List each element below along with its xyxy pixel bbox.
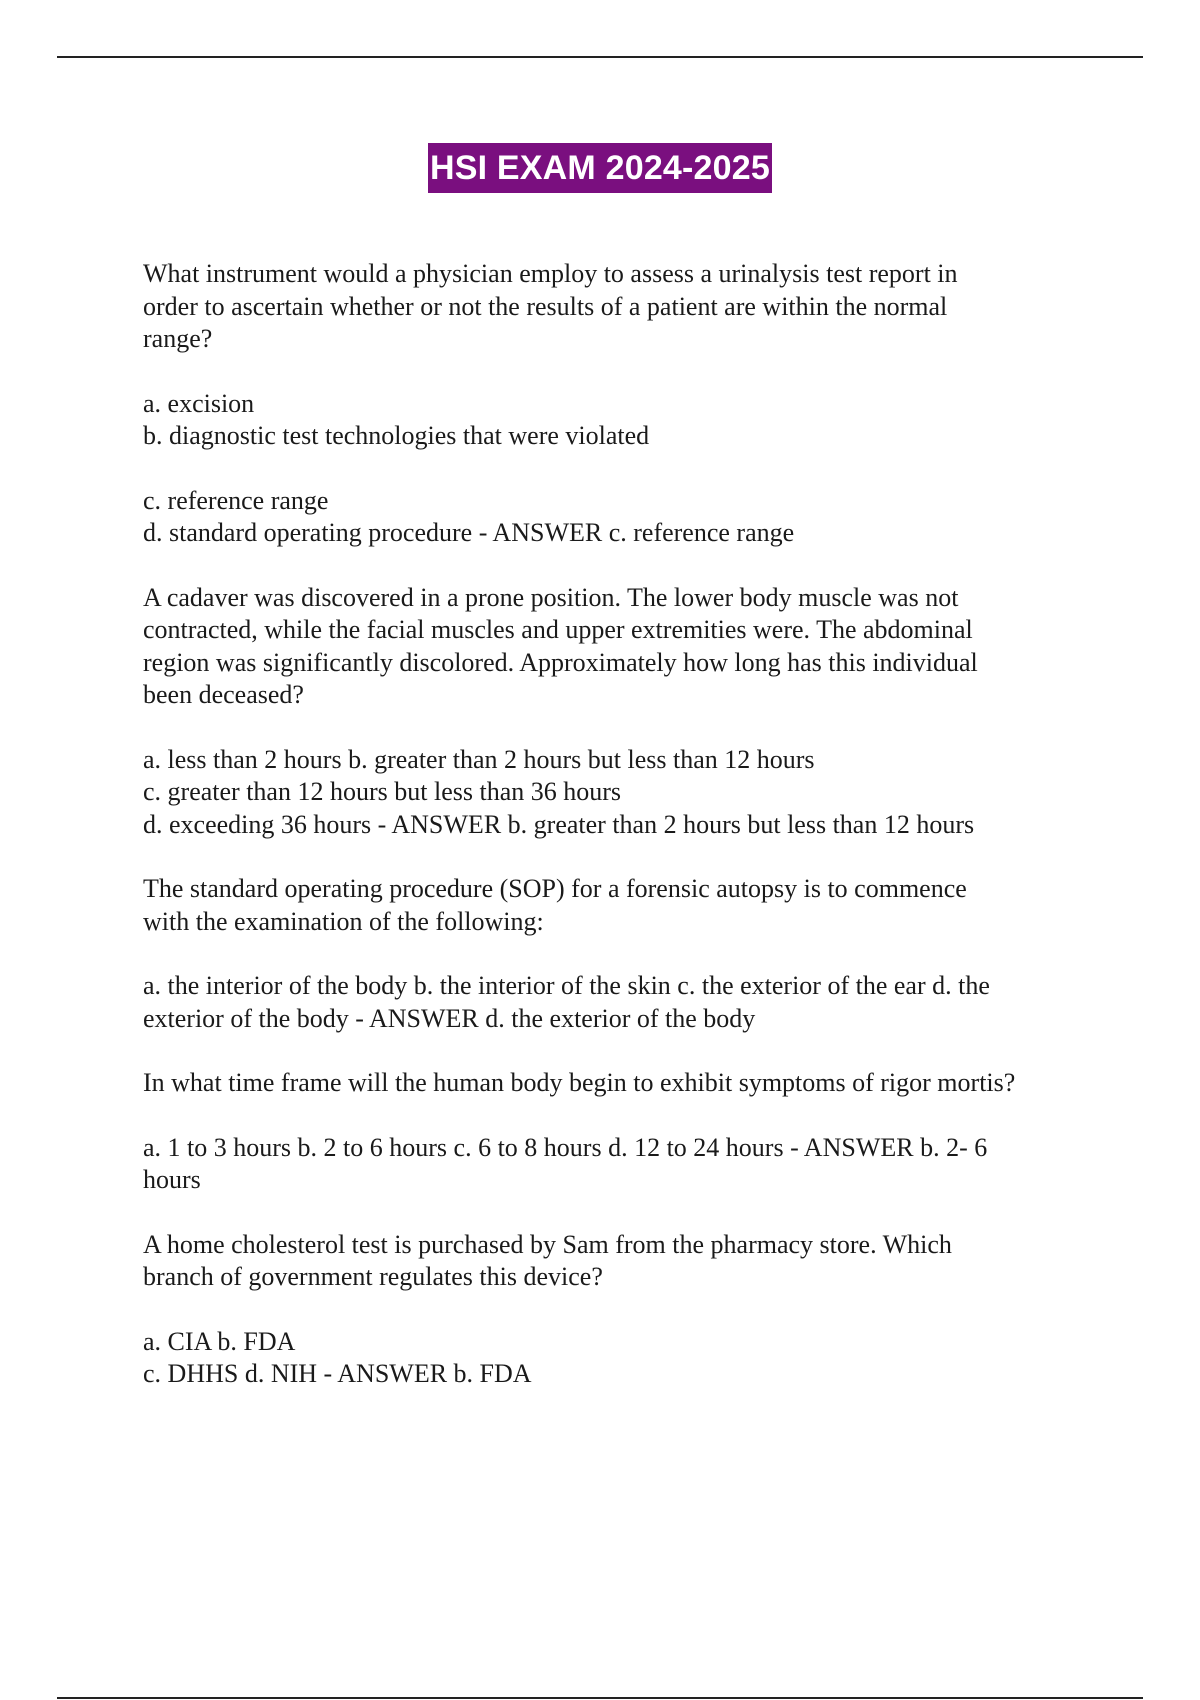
option-line: a. the interior of the body b. the interior of the skin c. the exterior of the ear d. the <box>143 971 990 1000</box>
paragraph <box>143 1229 1103 1294</box>
option-line: a. excision <box>143 388 255 418</box>
question-block-4 <box>143 1067 1103 1100</box>
question-block-2 <box>143 582 1103 712</box>
option-line: c. greater than 12 hours but less than 36 hours <box>143 777 622 806</box>
options-block-1b <box>143 485 1103 550</box>
paragraph <box>143 873 1103 938</box>
paragraph <box>143 1067 1103 1100</box>
option-line: b. diagnostic test technologies that were violated <box>143 421 650 450</box>
options-block-3 <box>143 970 1103 1035</box>
answer-line: d. standard operating procedure - ANSWER c. reference range <box>143 518 795 547</box>
answer-line: exterior of the body - ANSWER d. the exterior of the body <box>143 1003 756 1033</box>
page-title: HSI EXAM 2024-2025 <box>428 143 772 193</box>
options-block-4 <box>143 1132 1103 1197</box>
bottom-rule <box>57 1697 1143 1699</box>
text-line: order to ascertain whether or not the results of a patient are within the normal <box>143 291 948 321</box>
options-block-1a <box>143 388 1103 453</box>
option-line: a. less than 2 hours b. greater than 2 hours but less than 12 hours <box>143 744 815 774</box>
document-body <box>143 258 1103 1423</box>
text-line: contracted, while the facial muscles and upper extremities were. The abdominal <box>143 615 973 644</box>
options-block-5 <box>143 1326 1103 1391</box>
question-block-5 <box>143 1229 1103 1294</box>
option-line: a. CIA b. FDA <box>143 1326 296 1356</box>
text-line: What instrument would a physician employ to assess a urinalysis test report in <box>143 259 958 288</box>
paragraph <box>143 485 1103 550</box>
text-line: been deceased? <box>143 680 304 709</box>
text-line: range? <box>143 324 213 353</box>
title-container <box>0 143 1200 193</box>
paragraph <box>143 1326 1103 1391</box>
text-line: A cadaver was discovered in a prone position. The lower body muscle was not <box>143 582 959 612</box>
text-line: region was significantly discolored. Approximately how long has this individual <box>143 647 978 677</box>
options-block-2 <box>143 744 1103 842</box>
paragraph <box>143 744 1103 842</box>
answer-line: d. exceeding 36 hours - ANSWER b. greater than 2 hours but less than 12 hours <box>143 809 975 839</box>
answer-line: hours <box>143 1165 201 1194</box>
text-line: branch of government regulates this device? <box>143 1262 603 1291</box>
option-line: a. 1 to 3 hours b. 2 to 6 hours c. 6 to 8 hours d. 12 to 24 hours - ANSWER b. 2- 6 <box>143 1132 988 1162</box>
paragraph <box>143 582 1103 712</box>
question-block-3 <box>143 873 1103 938</box>
question-block-1 <box>143 258 1103 356</box>
paragraph <box>143 388 1103 453</box>
option-line: c. reference range <box>143 485 329 515</box>
paragraph <box>143 1132 1103 1197</box>
top-rule <box>57 56 1143 58</box>
text-line: A home cholesterol test is purchased by Sam from the pharmacy store. Which <box>143 1229 952 1259</box>
paragraph <box>143 970 1103 1035</box>
text-line: In what time frame will the human body begin to exhibit symptoms of rigor mortis? <box>143 1068 1016 1097</box>
paragraph <box>143 258 1103 356</box>
text-line: The standard operating procedure (SOP) for a forensic autopsy is to commence <box>143 874 967 903</box>
text-line: with the examination of the following: <box>143 906 544 936</box>
answer-line: c. DHHS d. NIH - ANSWER b. FDA <box>143 1359 532 1388</box>
